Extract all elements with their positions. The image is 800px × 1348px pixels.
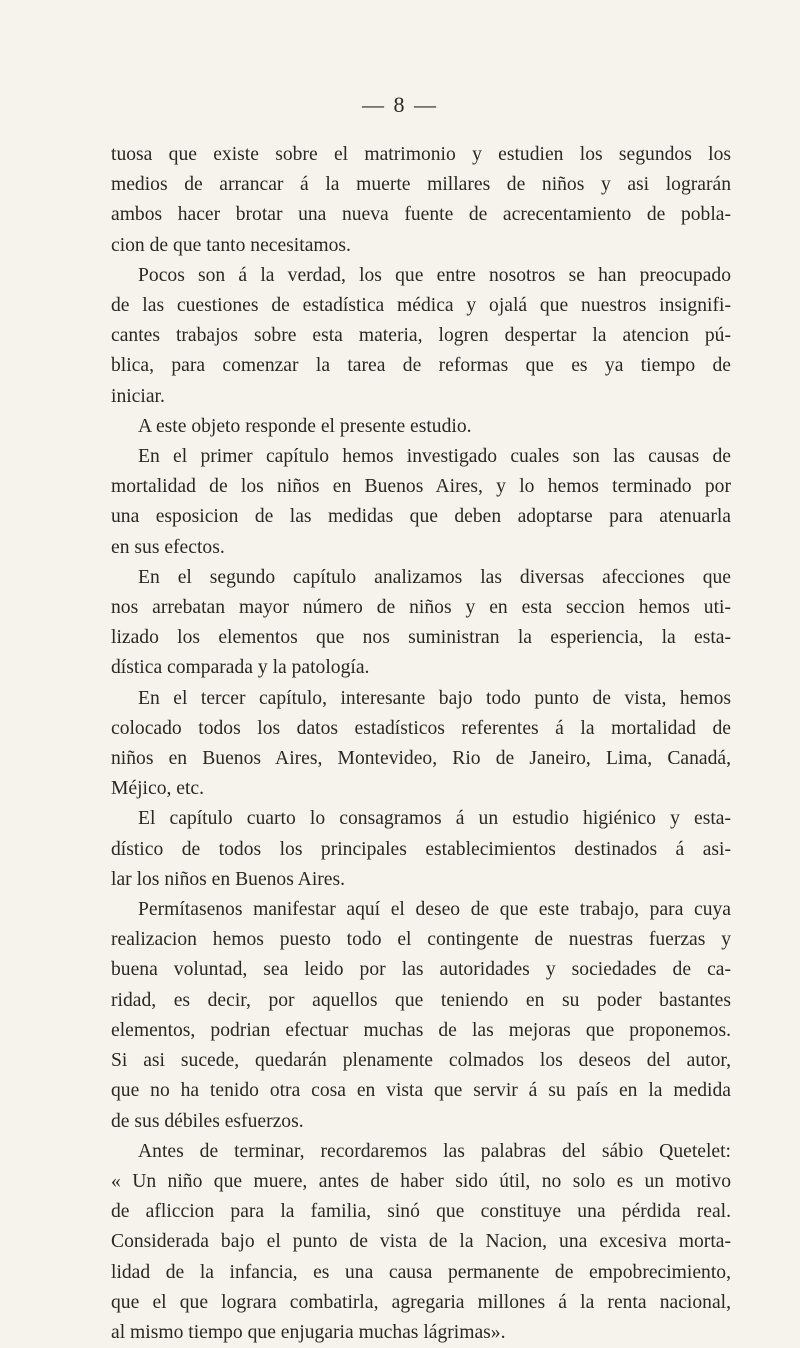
text-line: lar los niños en Buenos Aires. bbox=[111, 868, 346, 890]
text-line: Antes de terminar, recordaremos las palabras del sábio Quetelet: bbox=[138, 1140, 731, 1162]
text-line: que no ha tenido otra cosa en vista que servir á su país en la medida bbox=[111, 1080, 731, 1102]
text-line: dística comparada y la patología. bbox=[111, 657, 370, 679]
text-line: elementos, podrian efectuar muchas de las mejoras que proponemos. bbox=[111, 1019, 731, 1041]
text-line: de las cuestiones de estadística médica y ojalá que nuestros insignifi- bbox=[111, 295, 731, 317]
text-line: tuosa que existe sobre el matrimonio y estudien los segundos los bbox=[111, 144, 731, 165]
text-line: buena voluntad, sea leido por las autoridades y sociedades de ca- bbox=[111, 959, 731, 981]
text-line: mortalidad de los niños en Buenos Aires, y lo hemos terminado por bbox=[111, 476, 731, 498]
text-line: al mismo tiempo que enjugaria muchas lágrimas». bbox=[111, 1321, 506, 1343]
text-line: Considerada bajo el punto de vista de la Nacion, una excesiva morta- bbox=[111, 1231, 731, 1253]
text-line: lidad de la infancia, es una causa permanente de empobrecimiento, bbox=[111, 1261, 731, 1283]
text-line: blica, para comenzar la tarea de reformas que es ya tiempo de bbox=[111, 355, 731, 377]
text-line: realizacion hemos puesto todo el contingente de nuestras fuerzas y bbox=[111, 929, 731, 951]
text-line: colocado todos los datos estadísticos referentes á la mortalidad de bbox=[111, 717, 731, 739]
text-line: ridad, es decir, por aquellos que teniendo en su poder bastantes bbox=[111, 989, 731, 1011]
text-line: dístico de todos los principales establecimientos destinados á asi- bbox=[111, 838, 731, 860]
text-line: En el segundo capítulo analizamos las diversas afecciones que bbox=[138, 566, 731, 588]
text-line: que el que lograra combatirla, agregaria millones á la renta nacional, bbox=[111, 1291, 731, 1313]
text-line: El capítulo cuarto lo consagramos á un estudio higiénico y esta- bbox=[138, 808, 731, 830]
text-line: lizado los elementos que nos suministran la esperiencia, la esta- bbox=[111, 627, 731, 649]
text-line: En el tercer capítulo, interesante bajo todo punto de vista, hemos bbox=[138, 687, 731, 709]
text-line: de sus débiles esfuerzos. bbox=[111, 1110, 304, 1132]
text-line: medios de arrancar á la muerte millares de niños y asi lograrán bbox=[111, 174, 731, 196]
text-line: « Un niño que muere, antes de haber sido útil, no solo es un motivo bbox=[111, 1170, 731, 1192]
text-line: ambos hacer brotar una nueva fuente de acrecentamiento de pobla- bbox=[111, 204, 731, 226]
text-line: Pocos son á la verdad, los que entre nosotros se han preocupado bbox=[138, 264, 731, 286]
text-line: cantes trabajos sobre esta materia, logren despertar la atencion pú- bbox=[111, 325, 731, 347]
text-line: iniciar. bbox=[111, 385, 165, 407]
text-line: Méjico, etc. bbox=[111, 778, 205, 800]
text-line: en sus efectos. bbox=[111, 536, 225, 558]
page-number: — 8 — bbox=[362, 92, 438, 117]
text-line: una esposicion de las medidas que deben adoptarse para atenuarla bbox=[111, 506, 731, 528]
text-line: niños en Buenos Aires, Montevideo, Rio de Janeiro, Lima, Canadá, bbox=[111, 748, 731, 770]
text-line: Si asi sucede, quedarán plenamente colmados los deseos del autor, bbox=[111, 1050, 731, 1072]
text-line: de afliccion para la familia, sinó que constituye una pérdida real. bbox=[111, 1201, 731, 1223]
text-line: A este objeto responde el presente estudio. bbox=[138, 415, 472, 437]
text-line: En el primer capítulo hemos investigado cuales son las causas de bbox=[138, 446, 731, 468]
text-line: Permítasenos manifestar aquí el deseo de que este trabajo, para cuya bbox=[138, 899, 731, 921]
text-line: cion de que tanto necesitamos. bbox=[111, 234, 351, 256]
text-line: nos arrebatan mayor número de niños y en esta seccion hemos uti- bbox=[111, 597, 731, 619]
body-text bbox=[111, 140, 731, 1348]
